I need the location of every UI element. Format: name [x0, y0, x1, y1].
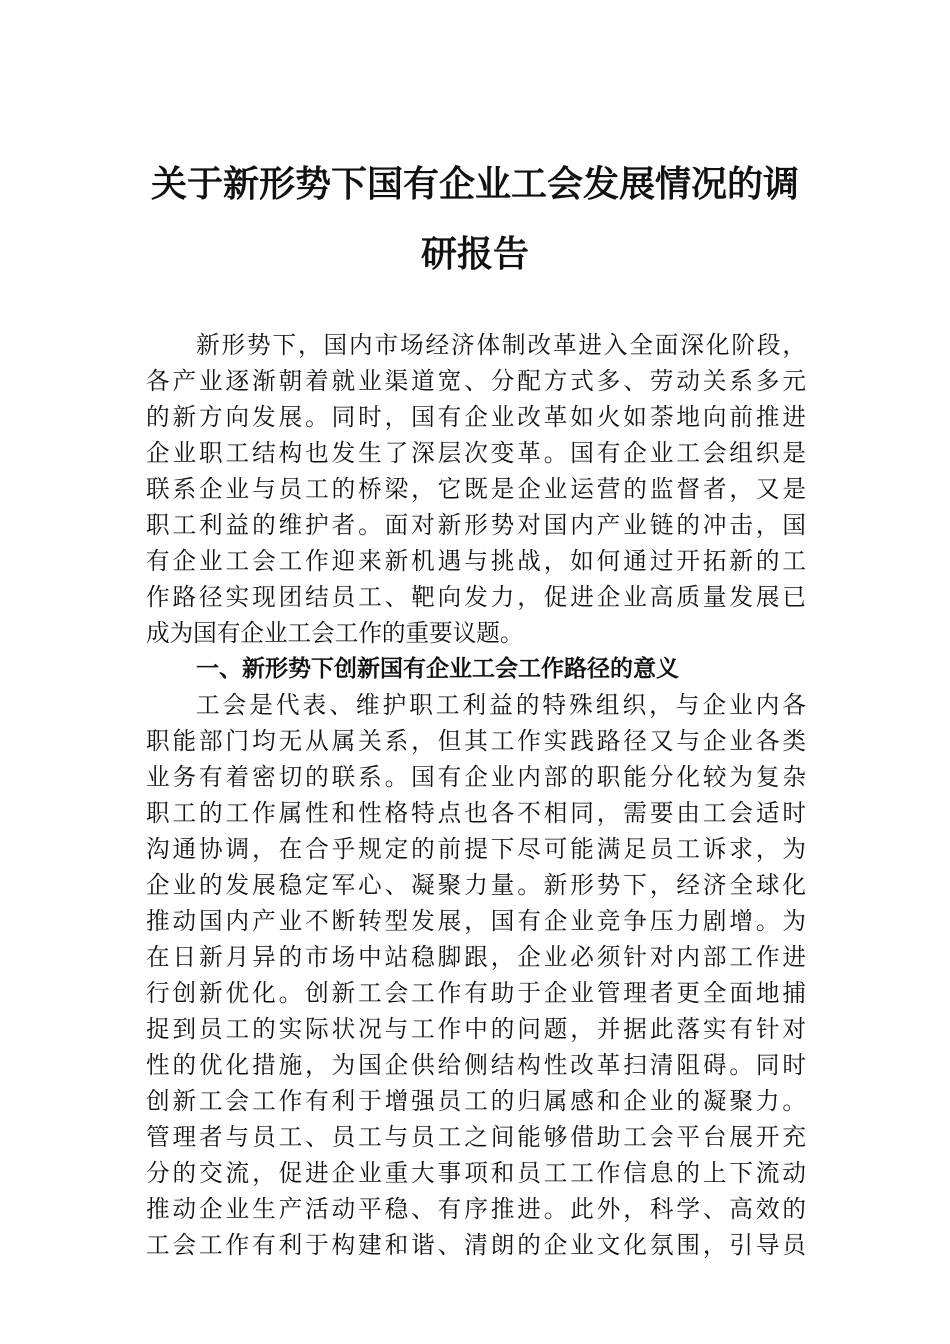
paragraph-2-line: 业务有着密切的联系。国有企业内部的职能分化较为复杂	[146, 763, 806, 791]
document-body	[146, 327, 806, 1263]
paragraph-2-line: 职能部门均无从属关系，但其工作实践路径又与企业各类	[146, 727, 806, 755]
paragraph-2-line: 沟通协调，在合乎规定的前提下尽可能满足员工诉求，为	[146, 835, 806, 863]
paragraph-2-line: 创新工会工作有利于增强员工的归属感和企业的凝聚力。	[146, 1087, 806, 1115]
document-title-line-1: 关于新形势下国有企业工会发展情况的调	[150, 163, 799, 205]
paragraph-2-line: 职工的工作属性和性格特点也各不相同，需要由工会适时	[146, 799, 806, 827]
paragraph-1-line: 职工利益的维护者。面对新形势对国内产业链的冲击，国	[146, 511, 806, 539]
paragraph-1-line: 的新方向发展。同时，国有企业改革如火如荼地向前推进	[146, 403, 806, 431]
paragraph-2-line: 捉到员工的实际状况与工作中的问题，并据此落实有针对	[146, 1015, 806, 1043]
paragraph-2-line: 工会工作有利于构建和谐、清朗的企业文化氛围，引导员	[146, 1231, 806, 1259]
paragraph-1-line: 有企业工会工作迎来新机遇与挑战，如何通过开拓新的工	[146, 547, 806, 575]
paragraph-1-line: 各产业逐渐朝着就业渠道宽、分配方式多、劳动关系多元	[146, 367, 806, 395]
section-1-heading: 一、新形势下创新国有企业工会工作路径的意义	[196, 656, 679, 682]
paragraph-2-line: 分的交流，促进企业重大事项和员工工作信息的上下流动	[146, 1159, 806, 1187]
paragraph-2-line: 推动国内产业不断转型发展，国有企业竞争压力剧增。为	[146, 907, 806, 935]
paragraph-1-line: 企业职工结构也发生了深层次变革。国有企业工会组织是	[146, 439, 806, 467]
paragraph-2-line: 管理者与员工、员工与员工之间能够借助工会平台展开充	[146, 1123, 806, 1151]
paragraph-1-line: 作路径实现团结员工、靶向发力，促进企业高质量发展已	[146, 583, 806, 611]
paragraph-2-line: 性的优化措施，为国企供给侧结构性改革扫清阻碍。同时	[146, 1051, 806, 1079]
paragraph-2-line: 企业的发展稳定军心、凝聚力量。新形势下，经济全球化	[146, 871, 806, 899]
paragraph-2-line: 在日新月异的市场中站稳脚跟，企业必须针对内部工作进	[146, 943, 806, 971]
paragraph-1-line: 新形势下，国内市场经济体制改革进入全面深化阶段，	[196, 331, 806, 359]
paragraph-2-line: 行创新优化。创新工会工作有助于企业管理者更全面地捕	[146, 979, 806, 1007]
paragraph-1-line: 成为国有企业工会工作的重要议题。	[146, 619, 524, 647]
paragraph-2-line: 工会是代表、维护职工利益的特殊组织，与企业内各	[196, 691, 806, 719]
paragraph-2-line: 推动企业生产活动平稳、有序推进。此外，科学、高效的	[146, 1195, 806, 1223]
paragraph-1-line: 联系企业与员工的桥梁，它既是企业运营的监督者，又是	[146, 475, 806, 503]
document-title-line-2: 研报告	[420, 233, 529, 275]
